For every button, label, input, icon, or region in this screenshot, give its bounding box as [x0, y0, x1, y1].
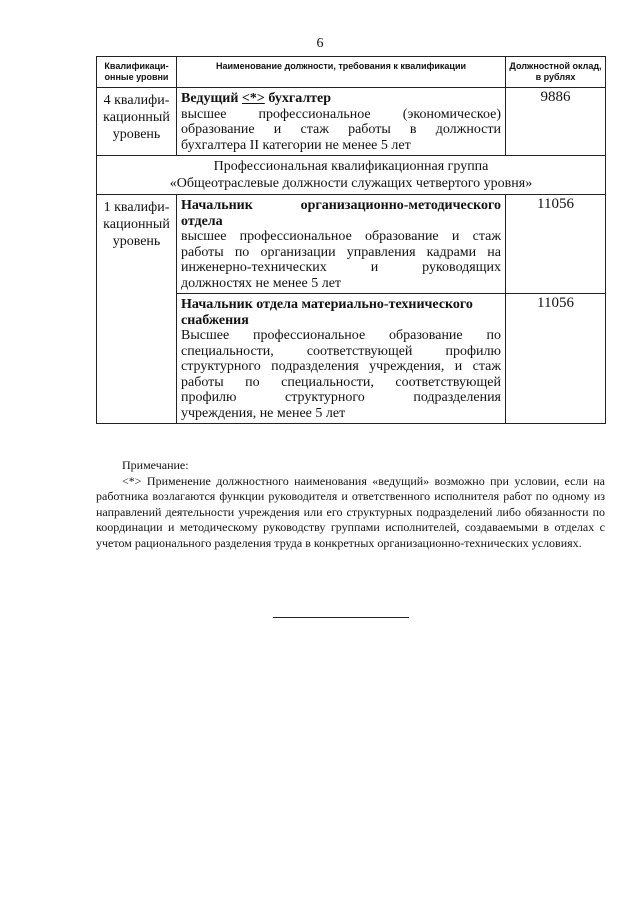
- position-cell: [177, 195, 506, 294]
- salary-cell: 11056: [506, 294, 606, 424]
- position-title: Начальник отдела материально-технического: [181, 297, 473, 312]
- table-row: [97, 88, 606, 156]
- requirement-line: структурного подразделения учреждения, и стаж: [181, 359, 501, 374]
- requirement-line: работы по организации управления кадрами на: [181, 244, 501, 260]
- group-line: «Общеотраслевые должности служащих четвертого уровня»: [169, 176, 533, 191]
- level-cell: 4 квалифи-кационный уровень: [97, 88, 177, 156]
- position-title: снабжения: [181, 312, 249, 328]
- position-cell: [177, 88, 506, 156]
- footnote: [96, 458, 605, 551]
- requirement-line: должностях не менее 5 лет: [181, 275, 342, 291]
- page-number: 6: [316, 36, 324, 51]
- position-title: отдела: [181, 213, 223, 229]
- title-suffix: бухгалтер: [264, 91, 332, 106]
- requirement-line: образование и стаж работы в должности: [181, 122, 501, 137]
- requirement-line: высшее профессиональное (экономическое): [181, 106, 501, 122]
- divider-line: [273, 617, 409, 618]
- qualification-table: [96, 56, 606, 424]
- requirement-line: бухгалтера II категории не менее 5 лет: [181, 137, 411, 153]
- requirement-line: высшее профессиональное образование и стаж: [181, 229, 501, 244]
- requirement-line: инженерно-технических и руководящих: [181, 260, 501, 275]
- group-row: [97, 156, 606, 195]
- header-position: Наименование должности, требования к квалификации: [177, 57, 506, 88]
- table-row: [97, 195, 606, 294]
- position-title: [181, 91, 501, 107]
- position-title: Начальник организационно-методического: [181, 198, 501, 213]
- title-prefix: Ведущий: [181, 91, 242, 106]
- qualification-group-cell: [97, 156, 606, 195]
- salary-cell: 11056: [506, 195, 606, 294]
- group-line: Профессиональная квалификационная группа: [213, 159, 489, 174]
- requirement-line: учреждения, не менее 5 лет: [181, 405, 346, 421]
- note-heading: Примечание:: [122, 458, 189, 472]
- note-text: <*> Применение должностного наименования «ведущий» возможно при условии, если на работника возлагаются функции руководителя и ответственного исполнителя работ по одному из направлений деятельности учреждения или его структурных подразделений либо обязанности по координации и методическому руководству группами исполнителей, создаваемыми в отделах с учетом рационального разделения труда в конкретных организационно-технических условиях.: [96, 473, 605, 550]
- header-level: Квалификаци-онные уровни: [97, 57, 177, 88]
- requirement-line: специальности, соответствующей профилю: [181, 343, 501, 359]
- requirement-line: работы по специальности, соответствующей: [181, 374, 501, 390]
- header-salary: Должностной оклад, в рублях: [506, 57, 606, 88]
- salary-cell: 9886: [506, 88, 606, 156]
- requirement-line: профилю структурного подразделения: [181, 390, 501, 405]
- requirement-line: Высшее профессиональное образование по: [181, 328, 501, 343]
- level-cell: 1 квалифи-кационный уровень: [97, 195, 177, 424]
- table-header-row: [97, 57, 606, 88]
- footnote-mark: <*>: [241, 91, 265, 106]
- position-cell: [177, 294, 506, 424]
